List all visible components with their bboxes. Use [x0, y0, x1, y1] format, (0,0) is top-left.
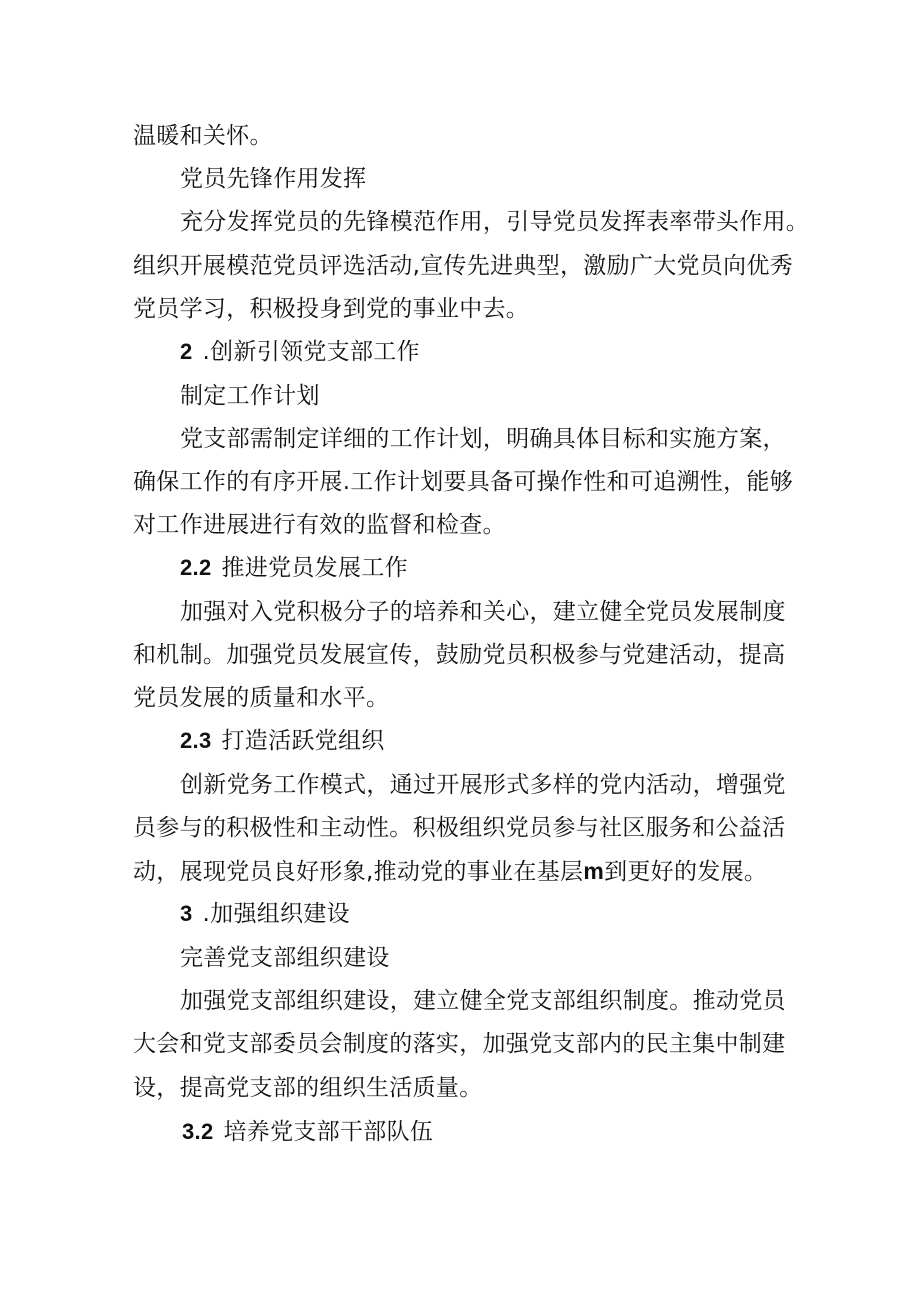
- text-line: [133, 855, 920, 888]
- section-heading: [180, 552, 920, 584]
- line-text: 和机制。加强党员发展宣传，鼓励党员积极参与党建活动，提高: [133, 642, 786, 668]
- text-line: [133, 250, 920, 282]
- text-line: [133, 1028, 920, 1060]
- text-line: [180, 206, 920, 238]
- line-text: 对工作进展进行有效的监督和检查。: [133, 512, 506, 538]
- section-number: 3.2: [182, 1119, 214, 1144]
- text-line: [133, 120, 920, 152]
- line-text: 组织开展模范党员评选活动,宣传先进典型，激励广大党员向优秀: [133, 253, 794, 279]
- line-text: 创新党务工作模式，通过开展形式多样的党内活动，增强党: [180, 772, 786, 798]
- line-text: 推进党员发展工作: [221, 555, 408, 581]
- subheading: [180, 942, 920, 974]
- subheading: [180, 163, 920, 195]
- line-text: .加强组织建设: [202, 901, 350, 927]
- text-line: [180, 769, 920, 801]
- line-text: 设，提高党支部的组织生活质量。: [133, 1075, 483, 1101]
- line-text: 大会和党支部委员会制度的落实，加强党支部内的民主集中制建: [133, 1031, 786, 1057]
- text-line: [180, 596, 920, 628]
- bold-fragment: m: [583, 858, 605, 884]
- section-heading: [180, 336, 920, 368]
- section-heading: [180, 725, 920, 757]
- line-text: 动，展现党员良好形象,推动党的事业在基层: [133, 859, 584, 885]
- line-text: 到更好的发展。: [604, 859, 768, 885]
- line-text: 党员发展的质量和水平。: [133, 685, 390, 711]
- line-text: 党员学习，积极投身到党的事业中去。: [133, 296, 530, 322]
- section-heading: [180, 898, 920, 930]
- section-number: 3: [180, 901, 193, 926]
- text-line: [133, 812, 920, 844]
- line-text: 完善党支部组织建设: [180, 945, 390, 971]
- section-number: 2: [180, 339, 193, 364]
- line-text: 加强对入党积极分子的培养和关心，建立健全党员发展制度: [180, 599, 786, 625]
- section-heading: [182, 1116, 920, 1148]
- subheading: [180, 380, 920, 412]
- line-text: 充分发挥党员的先锋模范作用，引导党员发挥表率带头作用。: [180, 209, 810, 235]
- text-line: [133, 509, 920, 541]
- line-text: .创新引领党支部工作: [202, 339, 420, 365]
- line-text: 党支部需制定详细的工作计划，明确具体目标和实施方案，: [180, 426, 786, 452]
- text-line: [133, 1072, 920, 1104]
- text-line: [133, 293, 920, 325]
- line-text: 员参与的积极性和主动性。积极组织党员参与社区服务和公益活: [133, 815, 786, 841]
- text-line: [133, 639, 920, 671]
- text-line: [180, 423, 920, 455]
- line-text: 党员先锋作用发挥: [180, 166, 367, 192]
- line-text: 培养党支部干部队伍: [223, 1119, 434, 1145]
- line-text: 加强党支部组织建设，建立健全党支部组织制度。推动党员: [180, 988, 786, 1014]
- line-text: 温暖和关怀。: [133, 123, 273, 149]
- line-text: 制定工作计划: [180, 383, 320, 409]
- text-line: [133, 466, 920, 498]
- text-line: [180, 985, 920, 1017]
- line-text: 确保工作的有序开展.工作计划要具备可操作性和可追溯性，能够: [133, 469, 794, 495]
- line-text: 打造活跃党组织: [221, 728, 385, 754]
- text-line: [133, 682, 920, 714]
- section-number: 2.2: [180, 555, 212, 580]
- section-number: 2.3: [180, 728, 212, 753]
